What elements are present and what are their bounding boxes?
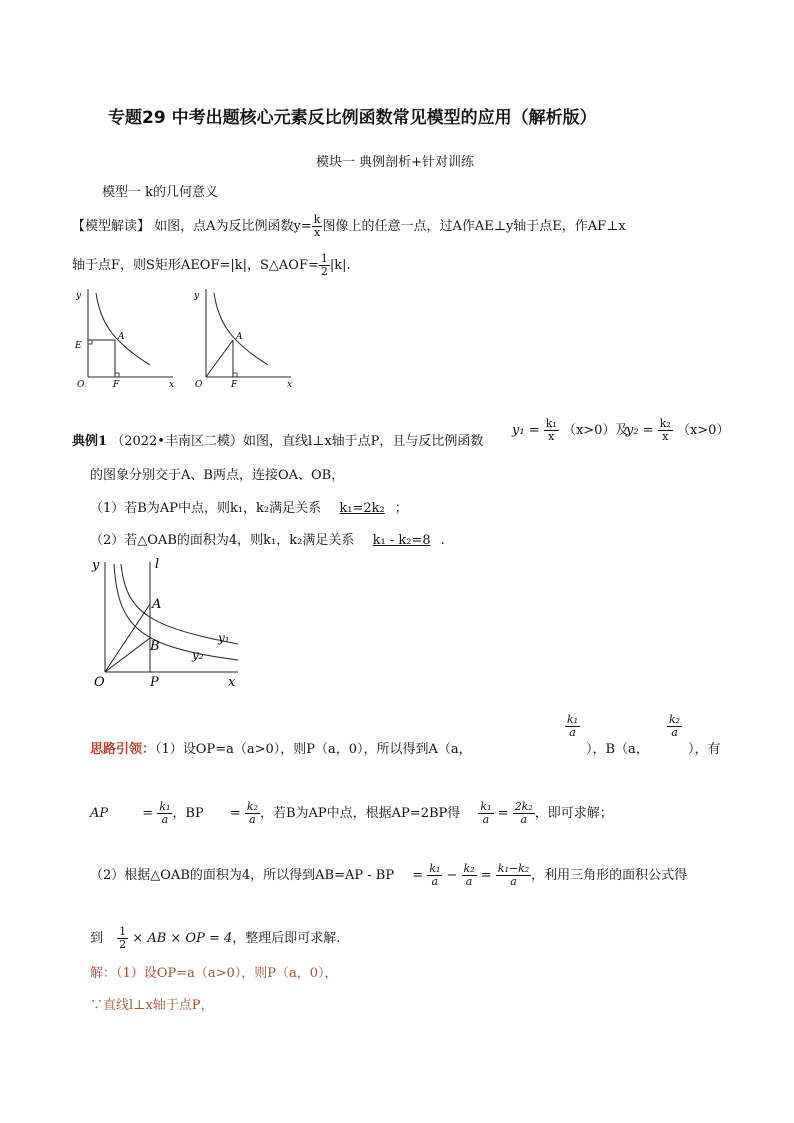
question-2-text: （2）若△OAB的面积为4，则k₁，k₂满足关系 [90,533,355,548]
question-1-text: （1）若B为AP中点，则k₁，k₂满足关系 [90,501,322,516]
point-f-label: F [231,380,238,390]
hint-text3: （2）根据△OAB的面积为4，所以得到AB=AP - BP [90,868,395,883]
condition-1: （x>0）及 [562,423,629,438]
rectangle-sides [88,340,115,377]
model-text1: 如图，点A为反比例函数y= [154,219,312,234]
function-y1 [512,418,628,443]
example-source: （2022•丰南区二模）如图，直线l⊥x轴于点P，且与反比例函数 [111,434,484,449]
model-explanation-line1 [72,214,626,239]
hint-text1: （1）设OP=a（a>0），则P（a，0），所以得到A（a， [155,742,472,757]
frac-num: 1 [320,252,328,265]
function-y2 [626,418,729,443]
half-fraction [319,253,330,278]
figure-rectangle-model [70,285,180,390]
segment-ob [105,638,150,672]
point-a-label: A [118,332,125,342]
solution-line1 [90,962,338,981]
curve-y2-label: y₂ [192,648,204,662]
example-line2: 的图象分别交于A、B两点，连接OA、OB， [90,468,345,483]
hint-line3: （2）根据△OAB的面积为4，所以得到AB=AP - BP = $\frac{\text{k₁}}{a}$ − $\frac{\text{k₂}}{a}$ = $\frac{\text{k₁−k₂}}{a}$ ，利用三角形的面积公式得 [90,862,688,888]
hint-text4: 到 [90,931,104,946]
hint-line1 [90,738,472,757]
hint-text4b: ，整理后即可求解. [232,931,341,946]
hint-text1b: ），B（a， [586,742,649,757]
model-tag: 【模型解读】 [72,219,151,234]
line-l-label: l [155,557,160,572]
hyperbola-curve [96,293,150,365]
figure-triangle-model [188,285,298,390]
point-b-label: B [150,639,160,654]
y-label: y [76,291,82,301]
k1-over-x: $\frac{\text{k₁}}{x}$ [545,417,557,443]
hint-text2: ，若B为AP中点，根据AP=2BP得 [259,806,461,821]
answer-2: k₁ - k₂=8 [372,533,431,548]
right-angle-mark [233,373,237,377]
hint-frac-k1-a: $\frac{\text{k₁}}{a}$ [567,713,579,739]
hint-text2b: ，即可求解； [534,806,613,821]
curve-y1-label: y₁ [218,631,230,645]
point-f-label: F [113,380,120,390]
right-angle-mark [88,340,92,344]
solution-line2: ∵直线l⊥x轴于点P， [90,998,214,1013]
y-label: y [194,291,200,301]
condition-2: （x>0） [676,423,730,438]
area-formula: × AB × OP = 4 [132,931,233,946]
model-text2: 图像上的任意一点，过A作AE⊥y轴于点E，作AF⊥x [322,219,626,234]
model-explanation-line2 [72,253,351,278]
answer-1: k₁=2k₂ [339,501,385,516]
example-line1 [72,430,483,449]
segment-oa [206,340,233,377]
origin-label: O [77,380,85,390]
segment-oa [105,604,150,672]
ap-symbol: AP [90,806,109,821]
y1-symbol: y₁ = [512,423,540,438]
hint-line2: AP = $\frac{\text{k₁}}{a}$ ，BP = $\frac{\text{k₂}}{a}$ ，若B为AP中点，根据AP=2BP得 $\frac{\text{k₁}}{a}$ = $\frac{\text{2k₂}}{a}$ ，即可求解； [90,800,613,826]
hint-text3b: ，利用三角形的面积公式得 [531,868,688,883]
solution-setup: OP=a（a>0），则P（a，0）， [156,966,338,981]
k-over-x-fraction [312,214,323,239]
point-a-label: A [236,332,243,342]
solution-prefix: 解：（1）设 [90,966,157,981]
hint-line4: 到 $\frac{1}{2}$ × AB × OP = 4，整理后即可求解. [90,925,341,951]
page-title: 专题29 中考出题核心元素反比例函数常见模型的应用（解析版） [108,108,597,128]
model-heading: 模型一 k的几何意义 [102,185,219,200]
right-angle-mark [115,373,119,377]
point-a-label: A [152,597,162,612]
frac-den: x [314,226,321,239]
module-heading: 模块一 典例剖析+针对训练 [316,155,475,170]
model-text4: |k|. [329,258,351,273]
y-label: y [92,558,100,573]
origin-label: O [195,380,203,390]
origin-label: O [94,675,105,690]
frac-den: 2 [320,265,328,278]
hint-frac-k2-a: $\frac{\text{k₂}}{a}$ [669,713,681,739]
example-label: 典例1 [72,434,108,449]
hint-label: 思路引领： [90,742,156,757]
x-label: x [228,675,236,690]
model-text3: 轴于点F，则S矩形AEOF=|k|，S△AOF= [72,258,319,273]
hint-text1c: ），有 [688,742,721,757]
question-2: （2）若△OAB的面积为4，则k₁，k₂满足关系 k₁ - k₂=8 . [90,533,445,548]
point-p-label: P [150,675,159,690]
x-label: x [287,380,293,390]
point-e-label: E [75,341,82,351]
x-label: x [169,380,175,390]
curve-y2 [114,564,238,660]
question-1: （1）若B为AP中点，则k₁，k₂满足关系 k₁=2k₂ ； [90,501,408,516]
frac-num: k [313,213,321,226]
figure-example-graph [88,552,248,692]
k2-over-x: $\frac{\text{k₂}}{x}$ [659,417,671,443]
y2-symbol: y₂ = [626,423,654,438]
